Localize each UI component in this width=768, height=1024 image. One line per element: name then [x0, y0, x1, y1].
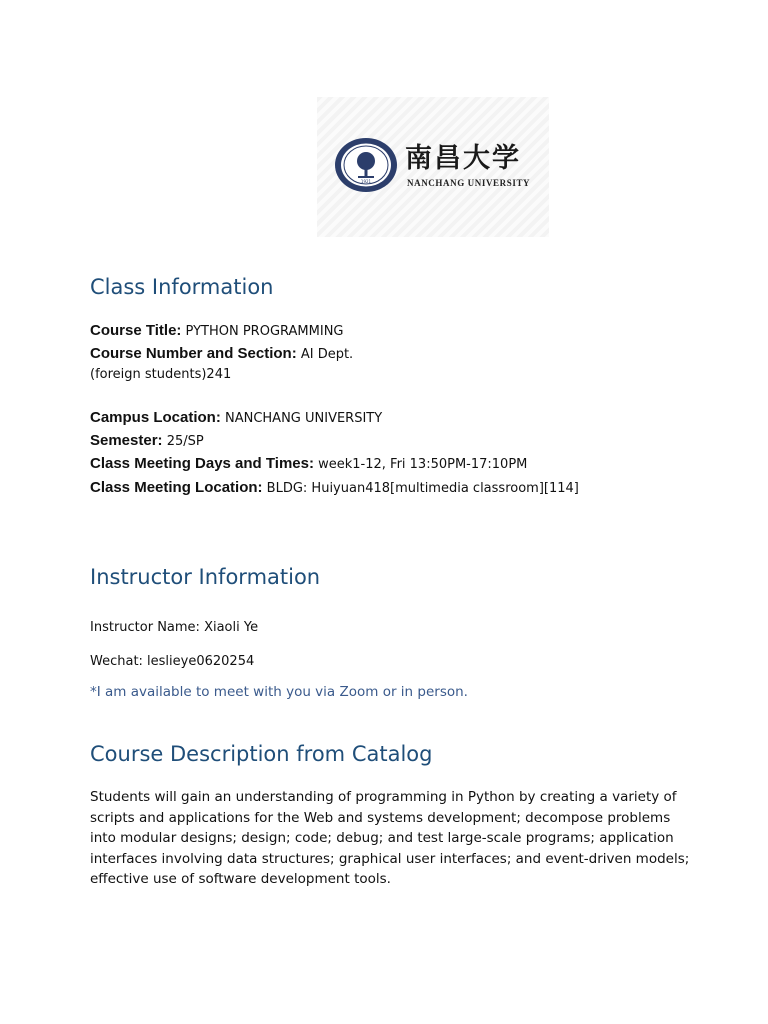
university-name-english: NANCHANG UNIVERSITY [407, 178, 531, 188]
university-name-chinese: 南昌大学 [405, 143, 521, 174]
semester-row [90, 432, 204, 449]
description-line: Students will gain an understanding of programming in Python by creating a variety of [90, 789, 677, 805]
instructor-name: Instructor Name: Xiaoli Ye [90, 620, 259, 635]
university-seal-icon [334, 137, 398, 193]
instructor-information-heading: Instructor Information [90, 565, 321, 589]
svg-text:1921: 1921 [360, 179, 372, 184]
course-title-value: PYTHON PROGRAMMING [185, 324, 344, 339]
meeting-location-row [90, 479, 579, 496]
university-logo [317, 97, 549, 237]
instructor-wechat: Wechat: leslieye0620254 [90, 654, 255, 669]
meeting-location-label: Class Meeting Location: [90, 479, 263, 496]
meeting-times-label: Class Meeting Days and Times: [90, 455, 314, 472]
campus-location-label: Campus Location: [90, 409, 221, 426]
meeting-location-value: BLDG: Huiyuan418[multimedia classroom][114] [266, 481, 579, 496]
availability-note: *I am available to meet with you via Zoom or in person. [90, 684, 468, 700]
description-line: effective use of software development tools. [90, 871, 391, 887]
description-line: scripts and applications for the Web and systems development; decompose problems [90, 809, 671, 826]
campus-location-row [90, 409, 382, 426]
course-number-continued: (foreign students)241 [90, 367, 232, 382]
campus-location-value: NANCHANG UNIVERSITY [224, 411, 383, 426]
course-number-label: Course Number and Section: [90, 345, 297, 362]
meeting-times-row [90, 455, 527, 472]
course-description-text [90, 787, 690, 890]
course-number-value: AI Dept. [300, 347, 354, 362]
semester-label: Semester: [90, 432, 163, 449]
description-line: interfaces involving data structures; graphical user interfaces; and event-driven models; [90, 850, 690, 867]
meeting-times-value: week1-12, Fri 13:50PM-17:10PM [318, 457, 528, 472]
description-line: into modular designs; design; code; debug; and test large-scale programs; application [90, 830, 674, 846]
class-information-heading: Class Information [90, 275, 274, 299]
course-title-row [90, 322, 344, 339]
semester-value: 25/SP [166, 434, 204, 449]
course-number-row [90, 345, 353, 362]
course-title-label: Course Title: [90, 322, 182, 339]
course-description-heading: Course Description from Catalog [90, 742, 433, 766]
